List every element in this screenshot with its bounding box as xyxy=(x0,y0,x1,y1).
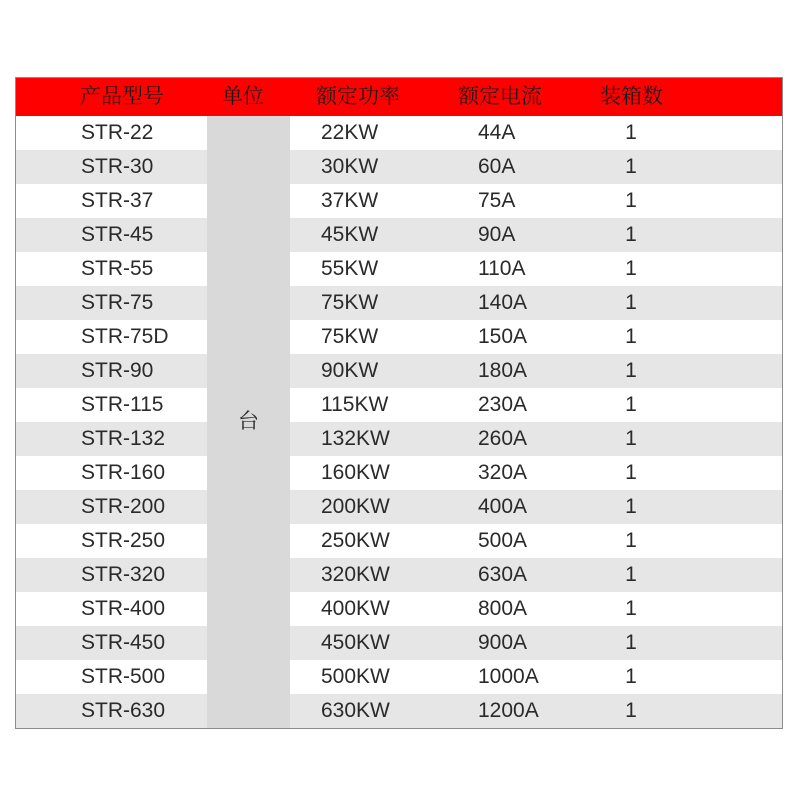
cell-qty: 1 xyxy=(625,155,637,178)
cell-model: STR-30 xyxy=(81,155,154,178)
cell-power: 132KW xyxy=(321,427,390,450)
cell-power: 115KW xyxy=(321,393,389,416)
table-row xyxy=(16,184,782,218)
cell-power: 200KW xyxy=(321,495,390,518)
cell-qty: 1 xyxy=(625,461,637,484)
spec-table xyxy=(15,77,783,729)
table-row xyxy=(16,558,782,592)
cell-qty: 1 xyxy=(625,393,637,416)
cell-power: 30KW xyxy=(321,155,379,178)
cell-qty: 1 xyxy=(625,495,637,518)
cell-power: 630KW xyxy=(321,699,390,722)
cell-model: STR-132 xyxy=(81,427,166,450)
cell-qty: 1 xyxy=(625,597,637,620)
cell-power: 75KW xyxy=(321,291,379,314)
cell-model: STR-630 xyxy=(81,699,166,722)
cell-qty: 1 xyxy=(625,427,637,450)
cell-model: STR-75 xyxy=(81,291,154,314)
cell-qty: 1 xyxy=(625,699,637,722)
cell-qty: 1 xyxy=(625,631,637,654)
header-unit: 单位 xyxy=(222,85,264,108)
cell-current: 44A xyxy=(478,121,516,144)
cell-model: STR-90 xyxy=(81,359,154,382)
table-row xyxy=(16,490,782,524)
cell-model: STR-75D xyxy=(81,325,169,348)
table-row xyxy=(16,592,782,626)
cell-current: 230A xyxy=(478,393,528,416)
cell-current: 1000A xyxy=(478,665,539,688)
cell-current: 800A xyxy=(478,597,528,620)
table-row xyxy=(16,524,782,558)
cell-qty: 1 xyxy=(625,359,637,382)
table-row xyxy=(16,456,782,490)
cell-current: 60A xyxy=(478,155,516,178)
cell-model: STR-250 xyxy=(81,529,166,552)
header-power: 额定功率 xyxy=(316,85,400,108)
cell-current: 900A xyxy=(478,631,528,654)
cell-power: 22KW xyxy=(321,121,379,144)
cell-power: 90KW xyxy=(321,359,379,382)
cell-power: 450KW xyxy=(321,631,390,654)
cell-current: 180A xyxy=(478,359,528,382)
cell-qty: 1 xyxy=(625,257,637,280)
table-row xyxy=(16,660,782,694)
cell-model: STR-37 xyxy=(81,189,154,212)
cell-model: STR-115 xyxy=(81,393,164,416)
table-row xyxy=(16,354,782,388)
header-model: 产品型号 xyxy=(80,85,164,108)
table-row xyxy=(16,320,782,354)
cell-current: 90A xyxy=(478,223,516,246)
cell-model: STR-500 xyxy=(81,665,166,688)
cell-power: 250KW xyxy=(321,529,390,552)
cell-qty: 1 xyxy=(625,223,637,246)
cell-qty: 1 xyxy=(625,189,637,212)
cell-power: 75KW xyxy=(321,325,379,348)
table-row xyxy=(16,422,782,456)
cell-power: 37KW xyxy=(321,189,379,212)
cell-current: 1200A xyxy=(478,699,539,722)
table-row xyxy=(16,218,782,252)
unit-value: 台 xyxy=(238,410,259,433)
cell-power: 45KW xyxy=(321,223,379,246)
cell-current: 110A xyxy=(478,257,526,280)
cell-qty: 1 xyxy=(625,665,637,688)
cell-model: STR-160 xyxy=(81,461,166,484)
cell-model: STR-200 xyxy=(81,495,166,518)
cell-current: 630A xyxy=(478,563,528,586)
table-row xyxy=(16,626,782,660)
table-row xyxy=(16,150,782,184)
cell-model: STR-55 xyxy=(81,257,154,280)
cell-model: STR-450 xyxy=(81,631,166,654)
cell-model: STR-320 xyxy=(81,563,166,586)
cell-power: 500KW xyxy=(321,665,390,688)
header-current: 额定电流 xyxy=(458,85,542,108)
table-row xyxy=(16,286,782,320)
table-row xyxy=(16,388,782,422)
cell-qty: 1 xyxy=(625,529,637,552)
table-row xyxy=(16,252,782,286)
cell-current: 150A xyxy=(478,325,528,348)
cell-qty: 1 xyxy=(625,563,637,586)
cell-qty: 1 xyxy=(625,325,637,348)
cell-current: 140A xyxy=(478,291,528,314)
cell-current: 260A xyxy=(478,427,528,450)
cell-current: 320A xyxy=(478,461,528,484)
cell-power: 55KW xyxy=(321,257,379,280)
cell-power: 400KW xyxy=(321,597,390,620)
cell-model: STR-45 xyxy=(81,223,154,246)
cell-power: 160KW xyxy=(321,461,390,484)
cell-model: STR-22 xyxy=(81,121,154,144)
cell-current: 75A xyxy=(478,189,516,212)
cell-model: STR-400 xyxy=(81,597,166,620)
cell-power: 320KW xyxy=(321,563,390,586)
cell-qty: 1 xyxy=(625,121,637,144)
cell-current: 500A xyxy=(478,529,528,552)
table-header xyxy=(16,78,782,116)
header-qty: 装箱数 xyxy=(600,85,663,108)
cell-qty: 1 xyxy=(625,291,637,314)
table-row xyxy=(16,116,782,150)
table-row xyxy=(16,694,782,728)
cell-current: 400A xyxy=(478,495,528,518)
